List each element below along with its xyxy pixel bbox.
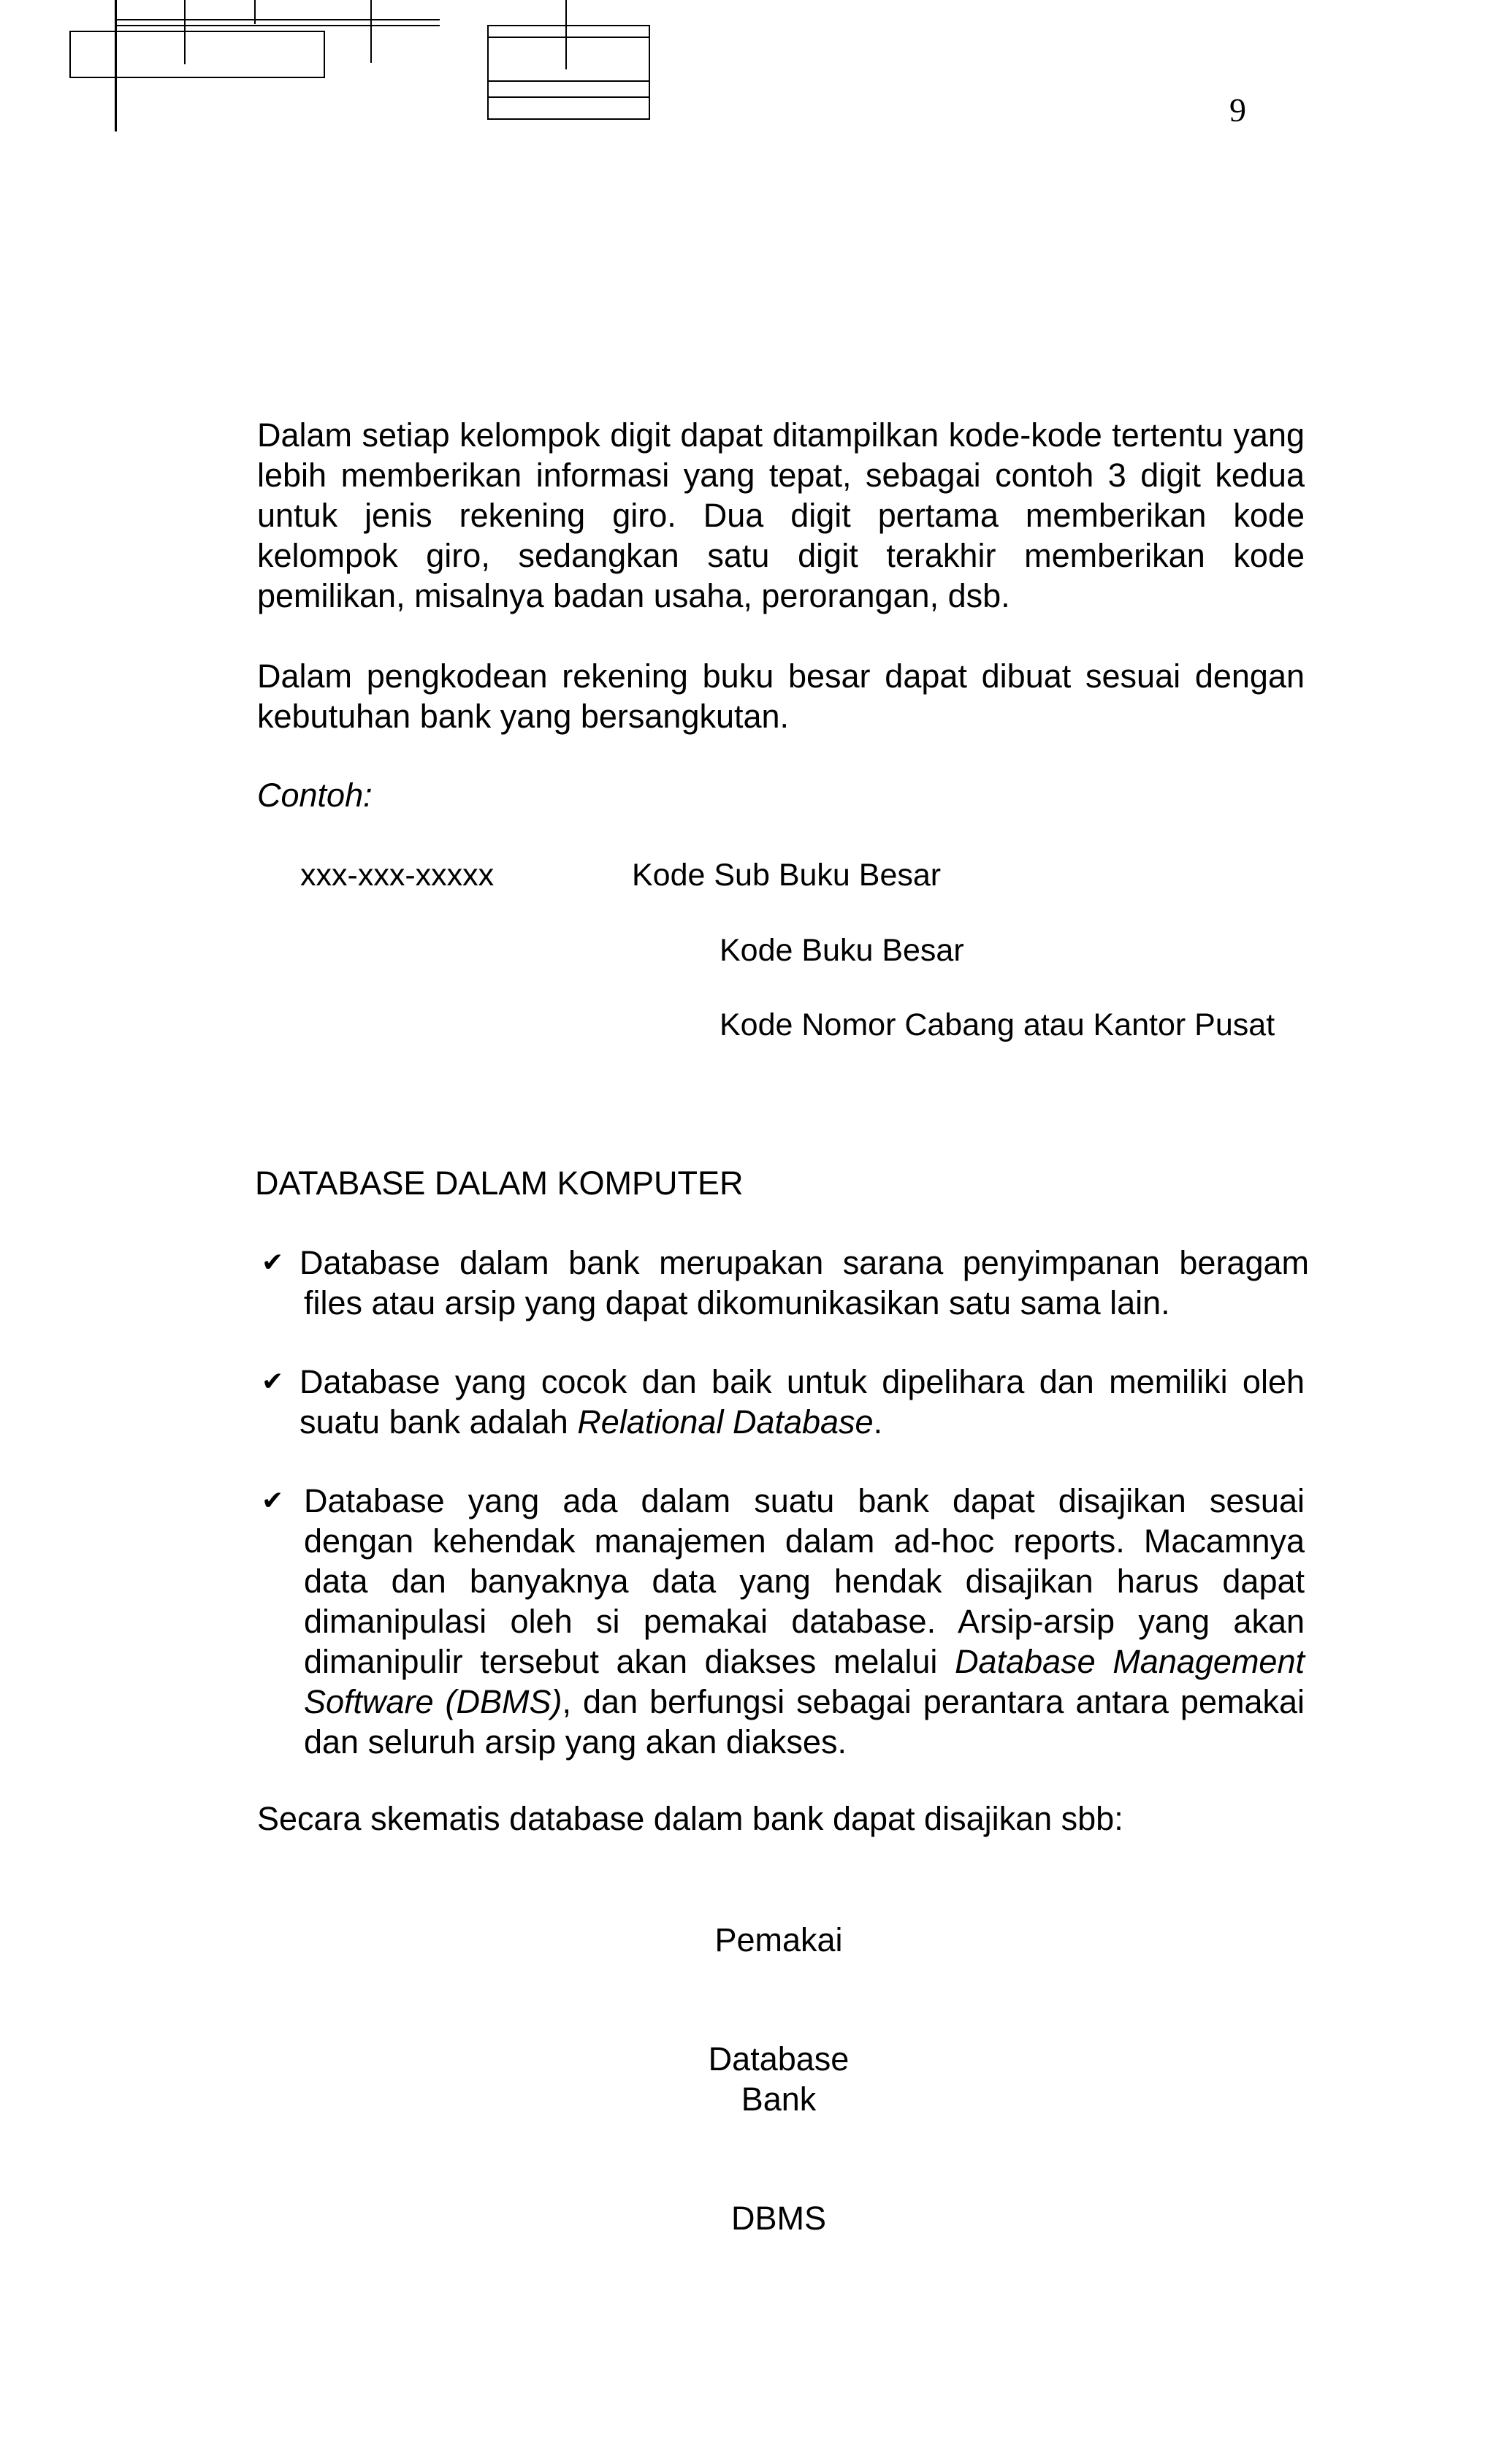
ledger-code-label: Kode Buku Besar (720, 933, 964, 968)
bullet-dbms (304, 1481, 1305, 1762)
paragraph-pengkodean: Dalam pengkodean rekening buku besar dapat dibuat sesuai dengan kebutuhan bank yang bersangkutan. (257, 657, 1305, 735)
schema-user-label: Pemakai (714, 1921, 843, 1958)
bullet-text: Database yang cocok dan baik untuk dipelihara dan memiliki oleh suatu bank adalah (299, 1363, 1305, 1441)
paragraph-kode-digit: Dalam setiap kelompok digit dapat ditampilkan kode-kode tertentu yang lebih memberikan informasi yang tepat, sebagai contoh 3 digit kedua untuk jenis rekening giro. Dua digit pertama memberikan kode kelompok giro, sedangkan satu digit terakhir memberikan kode pemilikan, misalnya badan usaha, perorangan, dsb. (257, 416, 1305, 614)
branch-code-label: Kode Nomor Cabang atau Kantor Pusat (720, 1007, 1275, 1042)
sub-ledger-code-label: Kode Sub Buku Besar (632, 858, 942, 893)
schema-dbms-label: DBMS (730, 2200, 826, 2237)
schema-database-label-line2: Bank (741, 2080, 817, 2118)
bullet-database-sarana: Database dalam bank merupakan sarana penyimpanan beragam files atau arsip yang dapat dikomunikasikan satu sama lain. (299, 1244, 1309, 1321)
bullet-emphasis: Database Management Software (DBMS) (304, 1643, 1305, 1720)
bullet-end: . (873, 1403, 883, 1441)
checkmark-icon: ✔ (262, 1248, 284, 1278)
checkmark-icon: ✔ (262, 1367, 284, 1397)
example-label: Contoh: (257, 777, 373, 814)
schema-database-label-line1: Database (708, 2040, 850, 2078)
bullet-text: Database yang ada dalam suatu bank dapat disajikan sesuai dengan kehendak manajemen dalam ad-hoc reports. Macamnya data dan banyaknya data yang hendak disajikan harus dapat dimanipulasi oleh si pemakai database. Arsip-arsip yang akan dimanipulir tersebut akan diakses melalui (304, 1482, 1305, 1680)
bullet-emphasis: Relational Database (577, 1403, 874, 1441)
checkmark-icon: ✔ (262, 1486, 284, 1516)
section-heading: DATABASE DALAM KOMPUTER (255, 1164, 744, 1202)
example-code: xxx-xxx-xxxxx (300, 858, 495, 893)
page-number: 9 (1229, 91, 1246, 129)
bullet-relational-database (299, 1362, 1305, 1442)
schema-intro: Secara skematis database dalam bank dapat disajikan sbb: (257, 1800, 1123, 1837)
bullet-end: , dan berfungsi sebagai perantara antara pemakai dan seluruh arsip yang akan diakses. (304, 1683, 1305, 1761)
